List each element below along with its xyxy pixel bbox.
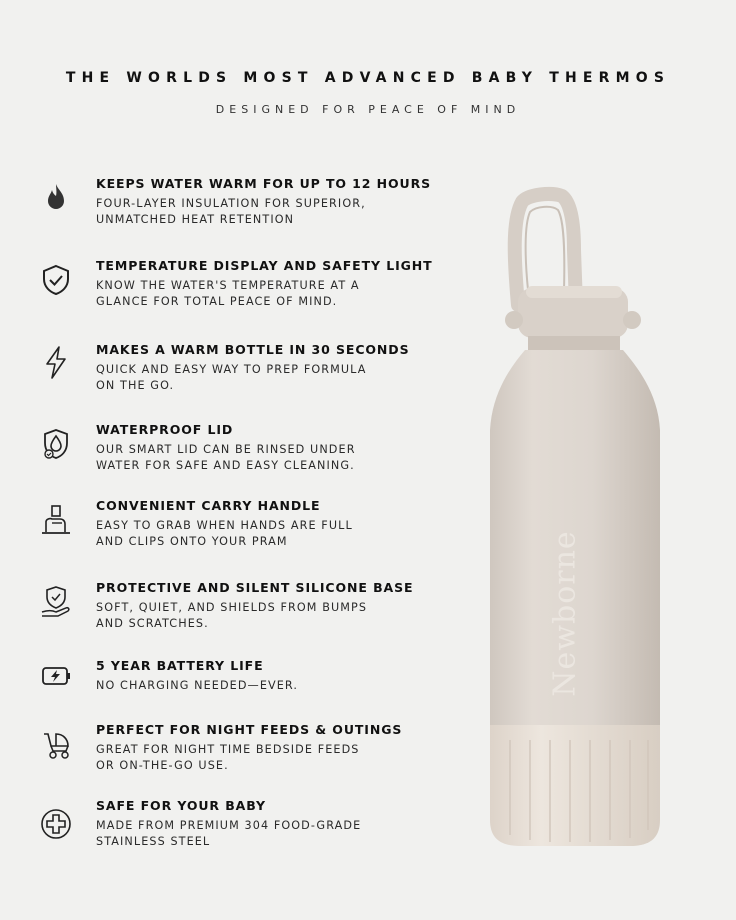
lightning-icon [38,344,74,380]
feature-description: QUICK AND EASY WAY TO PREP FORMULA ON THE GO. [96,363,367,392]
feature-title: 5 YEAR BATTERY LIFE [96,658,264,673]
protective-hand-shield-icon [38,584,74,620]
brand-name: Newborne [547,530,583,697]
feature-description: NO CHARGING NEEDED—EVER. [96,679,299,692]
feature-title: SAFE FOR YOUR BABY [96,798,266,813]
brand-logo [545,526,585,706]
feature-title: KEEPS WATER WARM FOR UP TO 12 HOURS [96,176,431,191]
feature-title: TEMPERATURE DISPLAY AND SAFETY LIGHT [96,258,433,273]
feature-description: SOFT, QUIET, AND SHIELDS FROM BUMPS AND SCRATCHES. [96,601,368,630]
shield-check-icon [38,262,74,298]
feature-title: WATERPROOF LID [96,422,234,437]
waterproof-shield-icon [38,426,74,462]
feature-description: MADE FROM PREMIUM 304 FOOD-GRADE STAINLESS STEEL [96,819,362,848]
subheadline: DESIGNED FOR PEACE OF MIND [215,103,521,116]
feature-description: FOUR-LAYER INSULATION FOR SUPERIOR, UNMATCHED HEAT RETENTION [96,197,366,226]
stroller-icon [38,726,74,762]
feature-description: OUR SMART LID CAN BE RINSED UNDER WATER FOR SAFE AND EASY CLEANING. [96,443,356,472]
feature-title: CONVENIENT CARRY HANDLE [96,498,321,513]
medical-cross-icon [38,806,74,842]
feature-title: PERFECT FOR NIGHT FEEDS & OUTINGS [96,722,403,737]
hand-carry-icon [38,502,74,538]
flame-icon [38,180,74,216]
headline: THE WORLDS MOST ADVANCED BABY THERMOS [65,70,671,86]
thermos-bottle-image [470,180,680,860]
feature-description: EASY TO GRAB WHEN HANDS ARE FULL AND CLIPS ONTO YOUR PRAM [96,519,353,548]
feature-description: GREAT FOR NIGHT TIME BEDSIDE FEEDS OR ON-THE-GO USE. [96,743,360,772]
feature-title: MAKES A WARM BOTTLE IN 30 SECONDS [96,342,410,357]
battery-icon [38,658,74,694]
feature-description: KNOW THE WATER'S TEMPERATURE AT A GLANCE FOR TOTAL PEACE OF MIND. [96,279,360,308]
feature-title: PROTECTIVE AND SILENT SILICONE BASE [96,580,414,595]
